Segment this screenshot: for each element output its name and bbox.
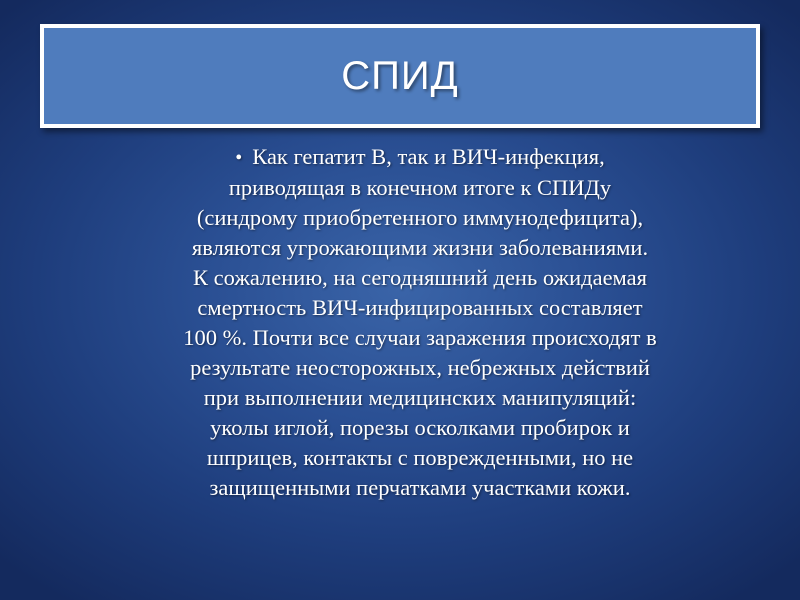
text-line: являются угрожающими жизни заболеваниями.: [191, 235, 649, 260]
text-line: при выполнении медицинских манипуляций:: [203, 385, 637, 410]
text-line: защищенными перчатками участками кожи.: [209, 475, 631, 500]
body-text: [80, 142, 760, 503]
text-line: результате неосторожных, небрежных действий: [190, 355, 650, 380]
title-box: [40, 24, 760, 128]
text-line: смертность ВИЧ-инфицированных составляет: [197, 295, 643, 320]
text-line: К сожалению, на сегодняшний день ожидаемая: [193, 265, 647, 290]
text-line: 100 %. Почти все случаи заражения происходят в: [183, 325, 657, 350]
text-line: Как гепатит В, так и ВИЧ-инфекция,: [252, 144, 605, 169]
bullet-icon: •: [235, 147, 243, 169]
text-line: приводящая в конечном итоге к СПИДу: [228, 175, 612, 200]
slide-title: СПИД: [341, 53, 459, 98]
bullet-line-0: [80, 142, 760, 173]
text-line: (синдрому приобретенного иммунодефицита),: [196, 205, 644, 230]
text-line: уколы иглой, порезы осколками пробирок и: [210, 415, 630, 440]
text-line: шприцев, контакты с поврежденными, но не: [206, 445, 634, 470]
